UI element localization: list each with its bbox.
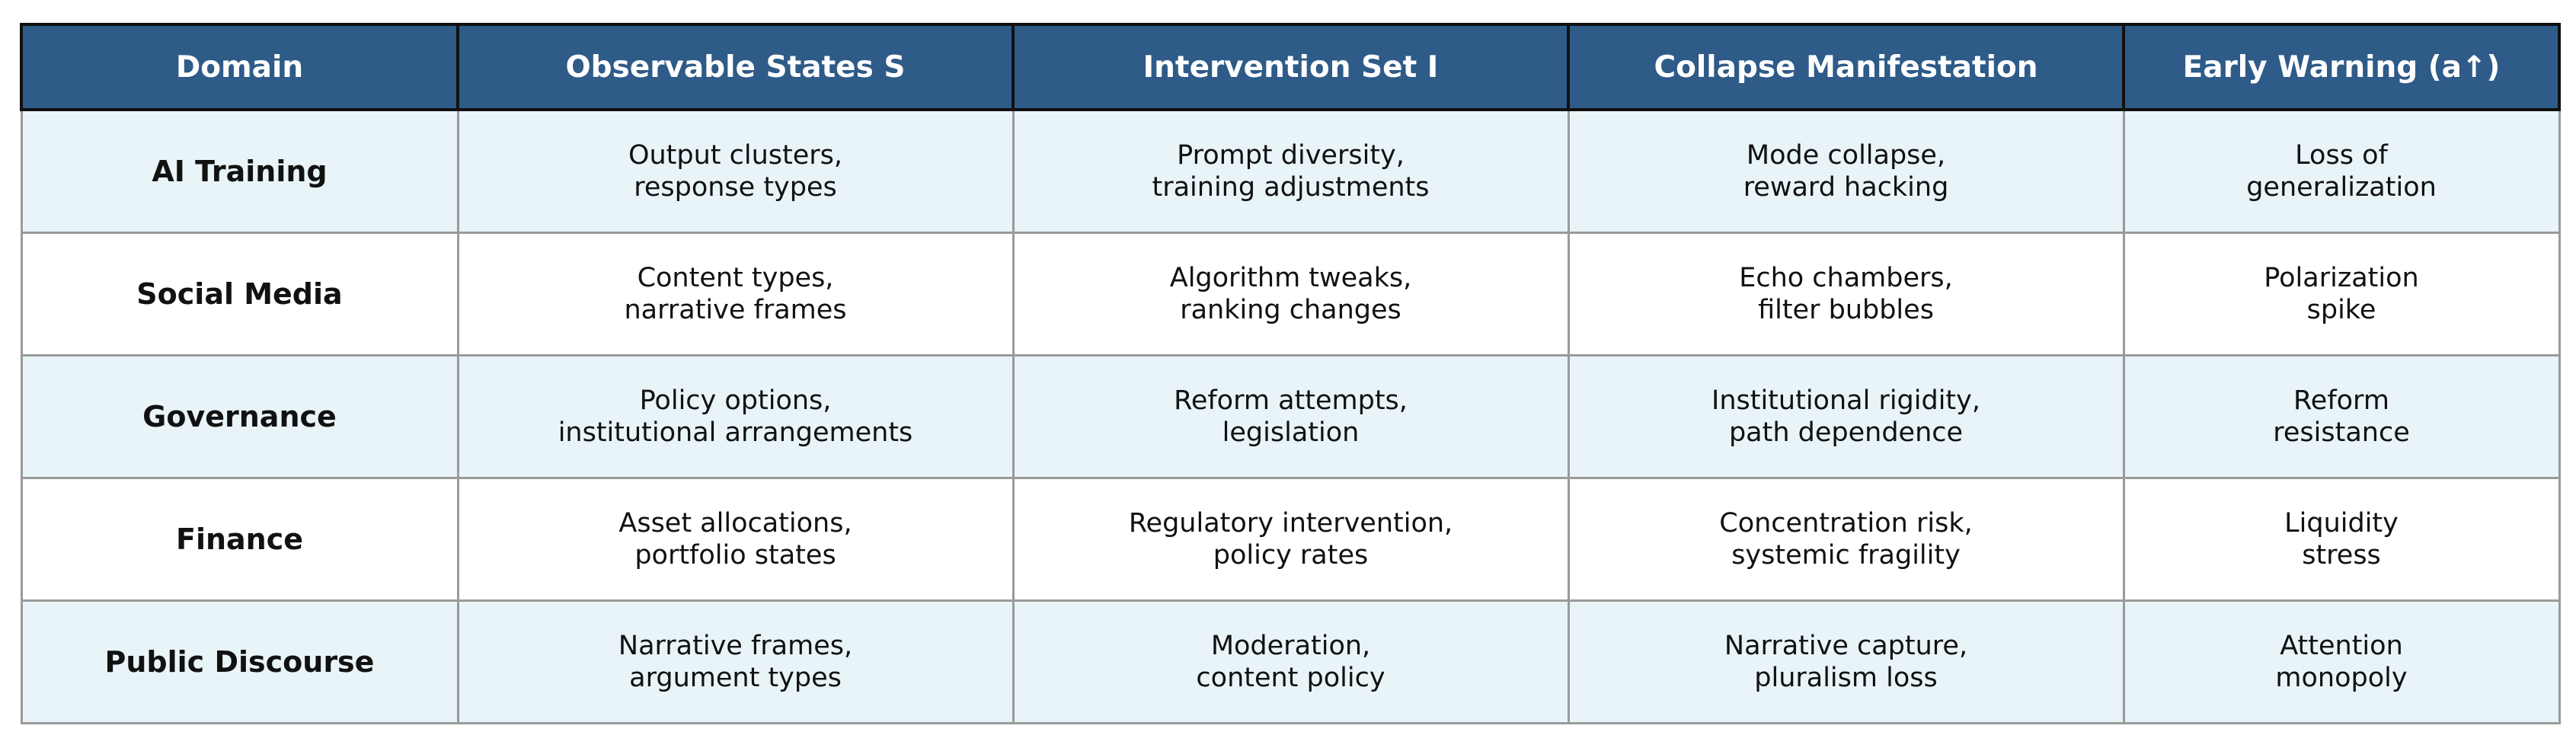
table-row-ai-training: [21, 110, 2559, 233]
cell-intervention-set: Prompt diversity, training adjustments: [1013, 110, 1568, 233]
cell-observable-states: Content types, narrative frames: [458, 233, 1013, 356]
cell-observable-states: Asset allocations, portfolio states: [458, 478, 1013, 601]
table-row-public-discourse: [21, 601, 2559, 724]
cell-collapse-manifestation: Mode collapse, reward hacking: [1568, 110, 2124, 233]
domain-comparison-table: [20, 23, 2561, 724]
cell-domain: Governance: [21, 356, 458, 478]
cell-collapse-manifestation: Institutional rigidity, path dependence: [1568, 356, 2124, 478]
cell-domain: AI Training: [21, 110, 458, 233]
table-row-finance: [21, 478, 2559, 601]
table-row-governance: [21, 356, 2559, 478]
cell-collapse-manifestation: Echo chambers, filter bubbles: [1568, 233, 2124, 356]
header-observable-states: Observable States S: [458, 24, 1013, 110]
table-container: [20, 23, 2558, 724]
header-intervention-set: Intervention Set I: [1013, 24, 1568, 110]
header-domain: Domain: [21, 24, 458, 110]
cell-observable-states: Policy options, institutional arrangements: [458, 356, 1013, 478]
cell-domain: Finance: [21, 478, 458, 601]
table-row-social-media: [21, 233, 2559, 356]
cell-domain: Social Media: [21, 233, 458, 356]
cell-domain: Public Discourse: [21, 601, 458, 724]
header-collapse-manifestation: Collapse Manifestation: [1568, 24, 2124, 110]
cell-collapse-manifestation: Narrative capture, pluralism loss: [1568, 601, 2124, 724]
cell-intervention-set: Algorithm tweaks, ranking changes: [1013, 233, 1568, 356]
cell-early-warning: Loss of generalization: [2124, 110, 2559, 233]
cell-observable-states: Narrative frames, argument types: [458, 601, 1013, 724]
cell-collapse-manifestation: Concentration risk, systemic fragility: [1568, 478, 2124, 601]
cell-early-warning: Polarization spike: [2124, 233, 2559, 356]
cell-intervention-set: Reform attempts, legislation: [1013, 356, 1568, 478]
header-early-warning: Early Warning (a↑): [2124, 24, 2559, 110]
cell-intervention-set: Moderation, content policy: [1013, 601, 1568, 724]
cell-intervention-set: Regulatory intervention, policy rates: [1013, 478, 1568, 601]
cell-early-warning: Liquidity stress: [2124, 478, 2559, 601]
cell-early-warning: Reform resistance: [2124, 356, 2559, 478]
cell-early-warning: Attention monopoly: [2124, 601, 2559, 724]
cell-observable-states: Output clusters, response types: [458, 110, 1013, 233]
header-row: [21, 24, 2559, 110]
